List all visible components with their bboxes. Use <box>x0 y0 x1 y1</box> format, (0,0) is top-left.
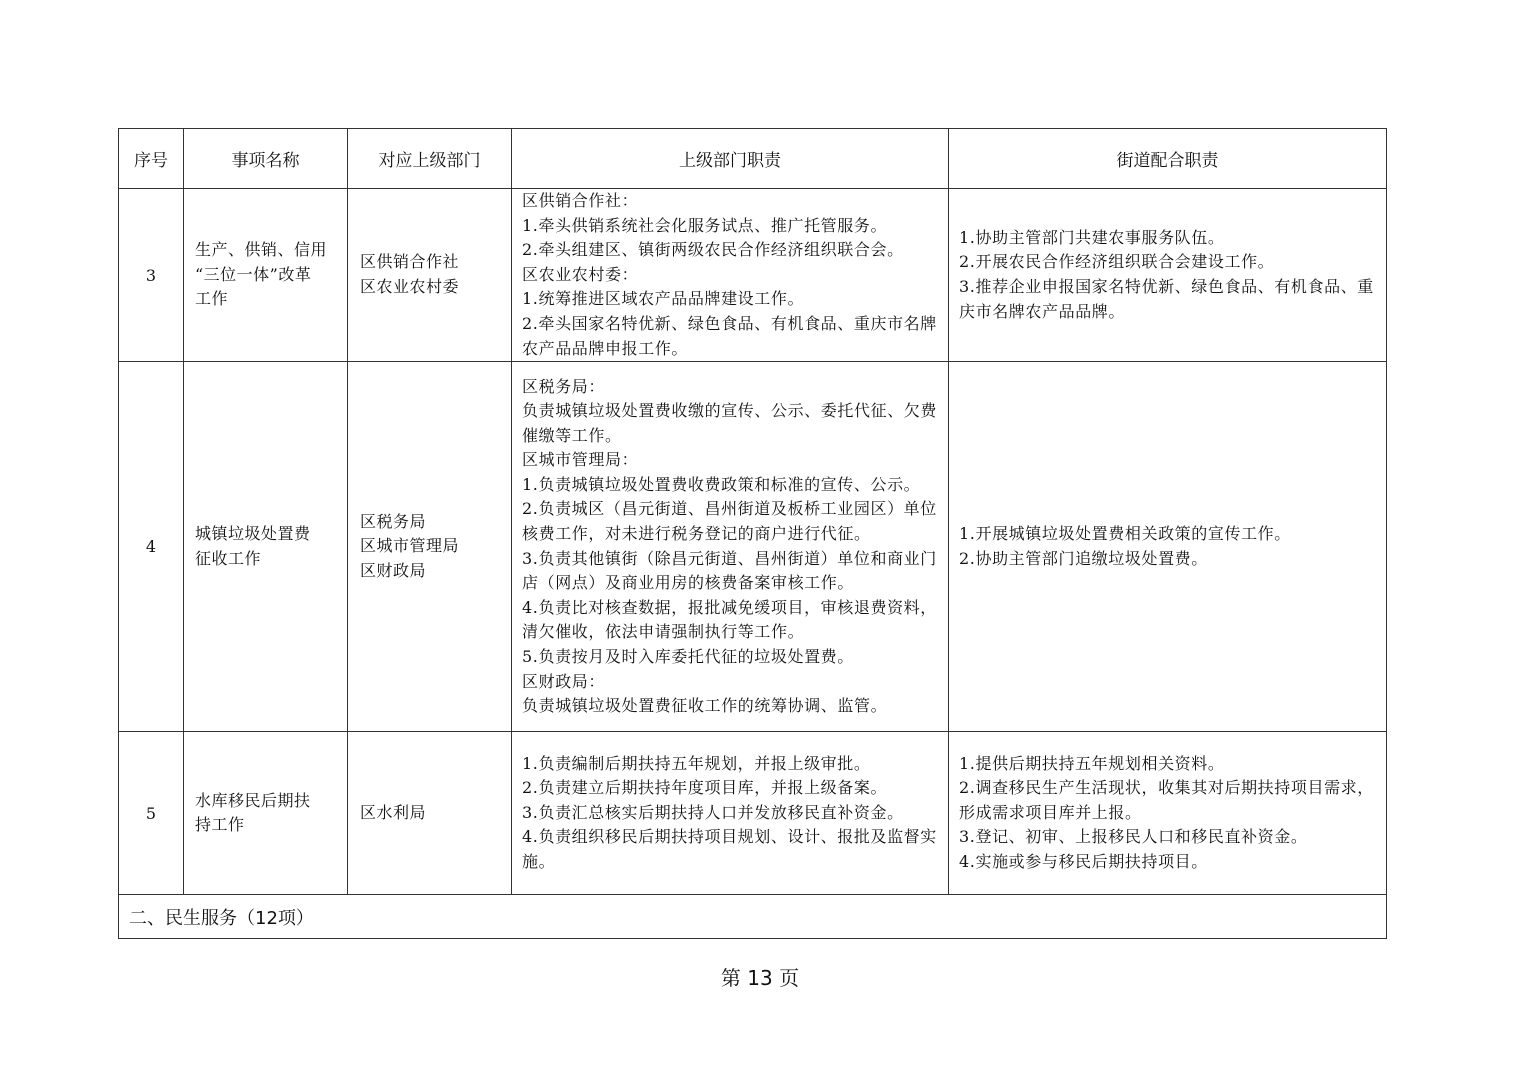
header-seq: 序号 <box>119 129 184 189</box>
row-superior-dept: 区税务局 区城市管理局 区财政局 <box>348 362 512 732</box>
row-seq: 3 <box>119 189 184 362</box>
row-item-name: 城镇垃圾处置费 征收工作 <box>184 362 348 732</box>
row-superior-duty: 区税务局： 负责城镇垃圾处置费收缴的宣传、公示、委托代征、欠费催缴等工作。 区城市管理局： 1.负责城镇垃圾处置费收费政策和标准的宣传、公示。 2.负责城区（昌元街道、昌州街道及板桥工业园区）单位核费工作，对未进行税务登记的商户进行代征。 3.负责其他镇街（除昌元街道、昌州街道）单位和商业门店（网点）及商业用房的核费备案审核工作。 4.负责比对核查数据，报批减免缓项目，审核退费资料，清欠催收，依法申请强制执行等工作。 5.负责按月及时入库委托代征的垃圾处置费。 区财政局： 负责城镇垃圾处置费征收工作的统筹协调、监管。 <box>512 362 949 732</box>
row-street-duty: 1.协助主管部门共建农事服务队伍。 2.开展农民合作经济组织联合会建设工作。 3.推荐企业申报国家名特优新、绿色食品、有机食品、重庆市名牌农产品品牌。 <box>949 189 1387 362</box>
header-street-duty: 街道配合职责 <box>949 129 1387 189</box>
table-row <box>119 189 1387 362</box>
table-header-row <box>119 129 1387 189</box>
header-superior-duty: 上级部门职责 <box>512 129 949 189</box>
table-row <box>119 732 1387 895</box>
page-number: 第 13 页 <box>720 966 800 990</box>
duty-table <box>118 128 1387 939</box>
row-seq: 5 <box>119 732 184 895</box>
header-superior-dept: 对应上级部门 <box>348 129 512 189</box>
row-superior-duty: 区供销合作社： 1.牵头供销系统社会化服务试点、推广托管服务。 2.牵头组建区、镇街两级农民合作经济组织联合会。 区农业农村委： 1.统筹推进区域农产品品牌建设工作。 2.牵头国家名特优新、绿色食品、有机食品、重庆市名牌农产品品牌申报工作。 <box>512 189 949 362</box>
row-superior-dept: 区供销合作社 区农业农村委 <box>348 189 512 362</box>
section-header-row <box>119 895 1387 939</box>
row-seq: 4 <box>119 362 184 732</box>
row-item-name: 水库移民后期扶 持工作 <box>184 732 348 895</box>
row-superior-dept: 区水利局 <box>348 732 512 895</box>
header-item-name: 事项名称 <box>184 129 348 189</box>
section-title: 二、民生服务（12项） <box>119 895 1387 939</box>
row-item-name: 生产、供销、信用 “三位一体”改革 工作 <box>184 189 348 362</box>
table-row <box>119 362 1387 732</box>
row-street-duty: 1.开展城镇垃圾处置费相关政策的宣传工作。 2.协助主管部门追缴垃圾处置费。 <box>949 362 1387 732</box>
row-superior-duty: 1.负责编制后期扶持五年规划，并报上级审批。 2.负责建立后期扶持年度项目库，并报上级备案。 3.负责汇总核实后期扶持人口并发放移民直补资金。 4.负责组织移民后期扶持项目规划、设计、报批及监督实施。 <box>512 732 949 895</box>
row-street-duty: 1.提供后期扶持五年规划相关资料。 2.调查移民生产生活现状，收集其对后期扶持项目需求，形成需求项目库并上报。 3.登记、初审、上报移民人口和移民直补资金。 4.实施或参与移民后期扶持项目。 <box>949 732 1387 895</box>
